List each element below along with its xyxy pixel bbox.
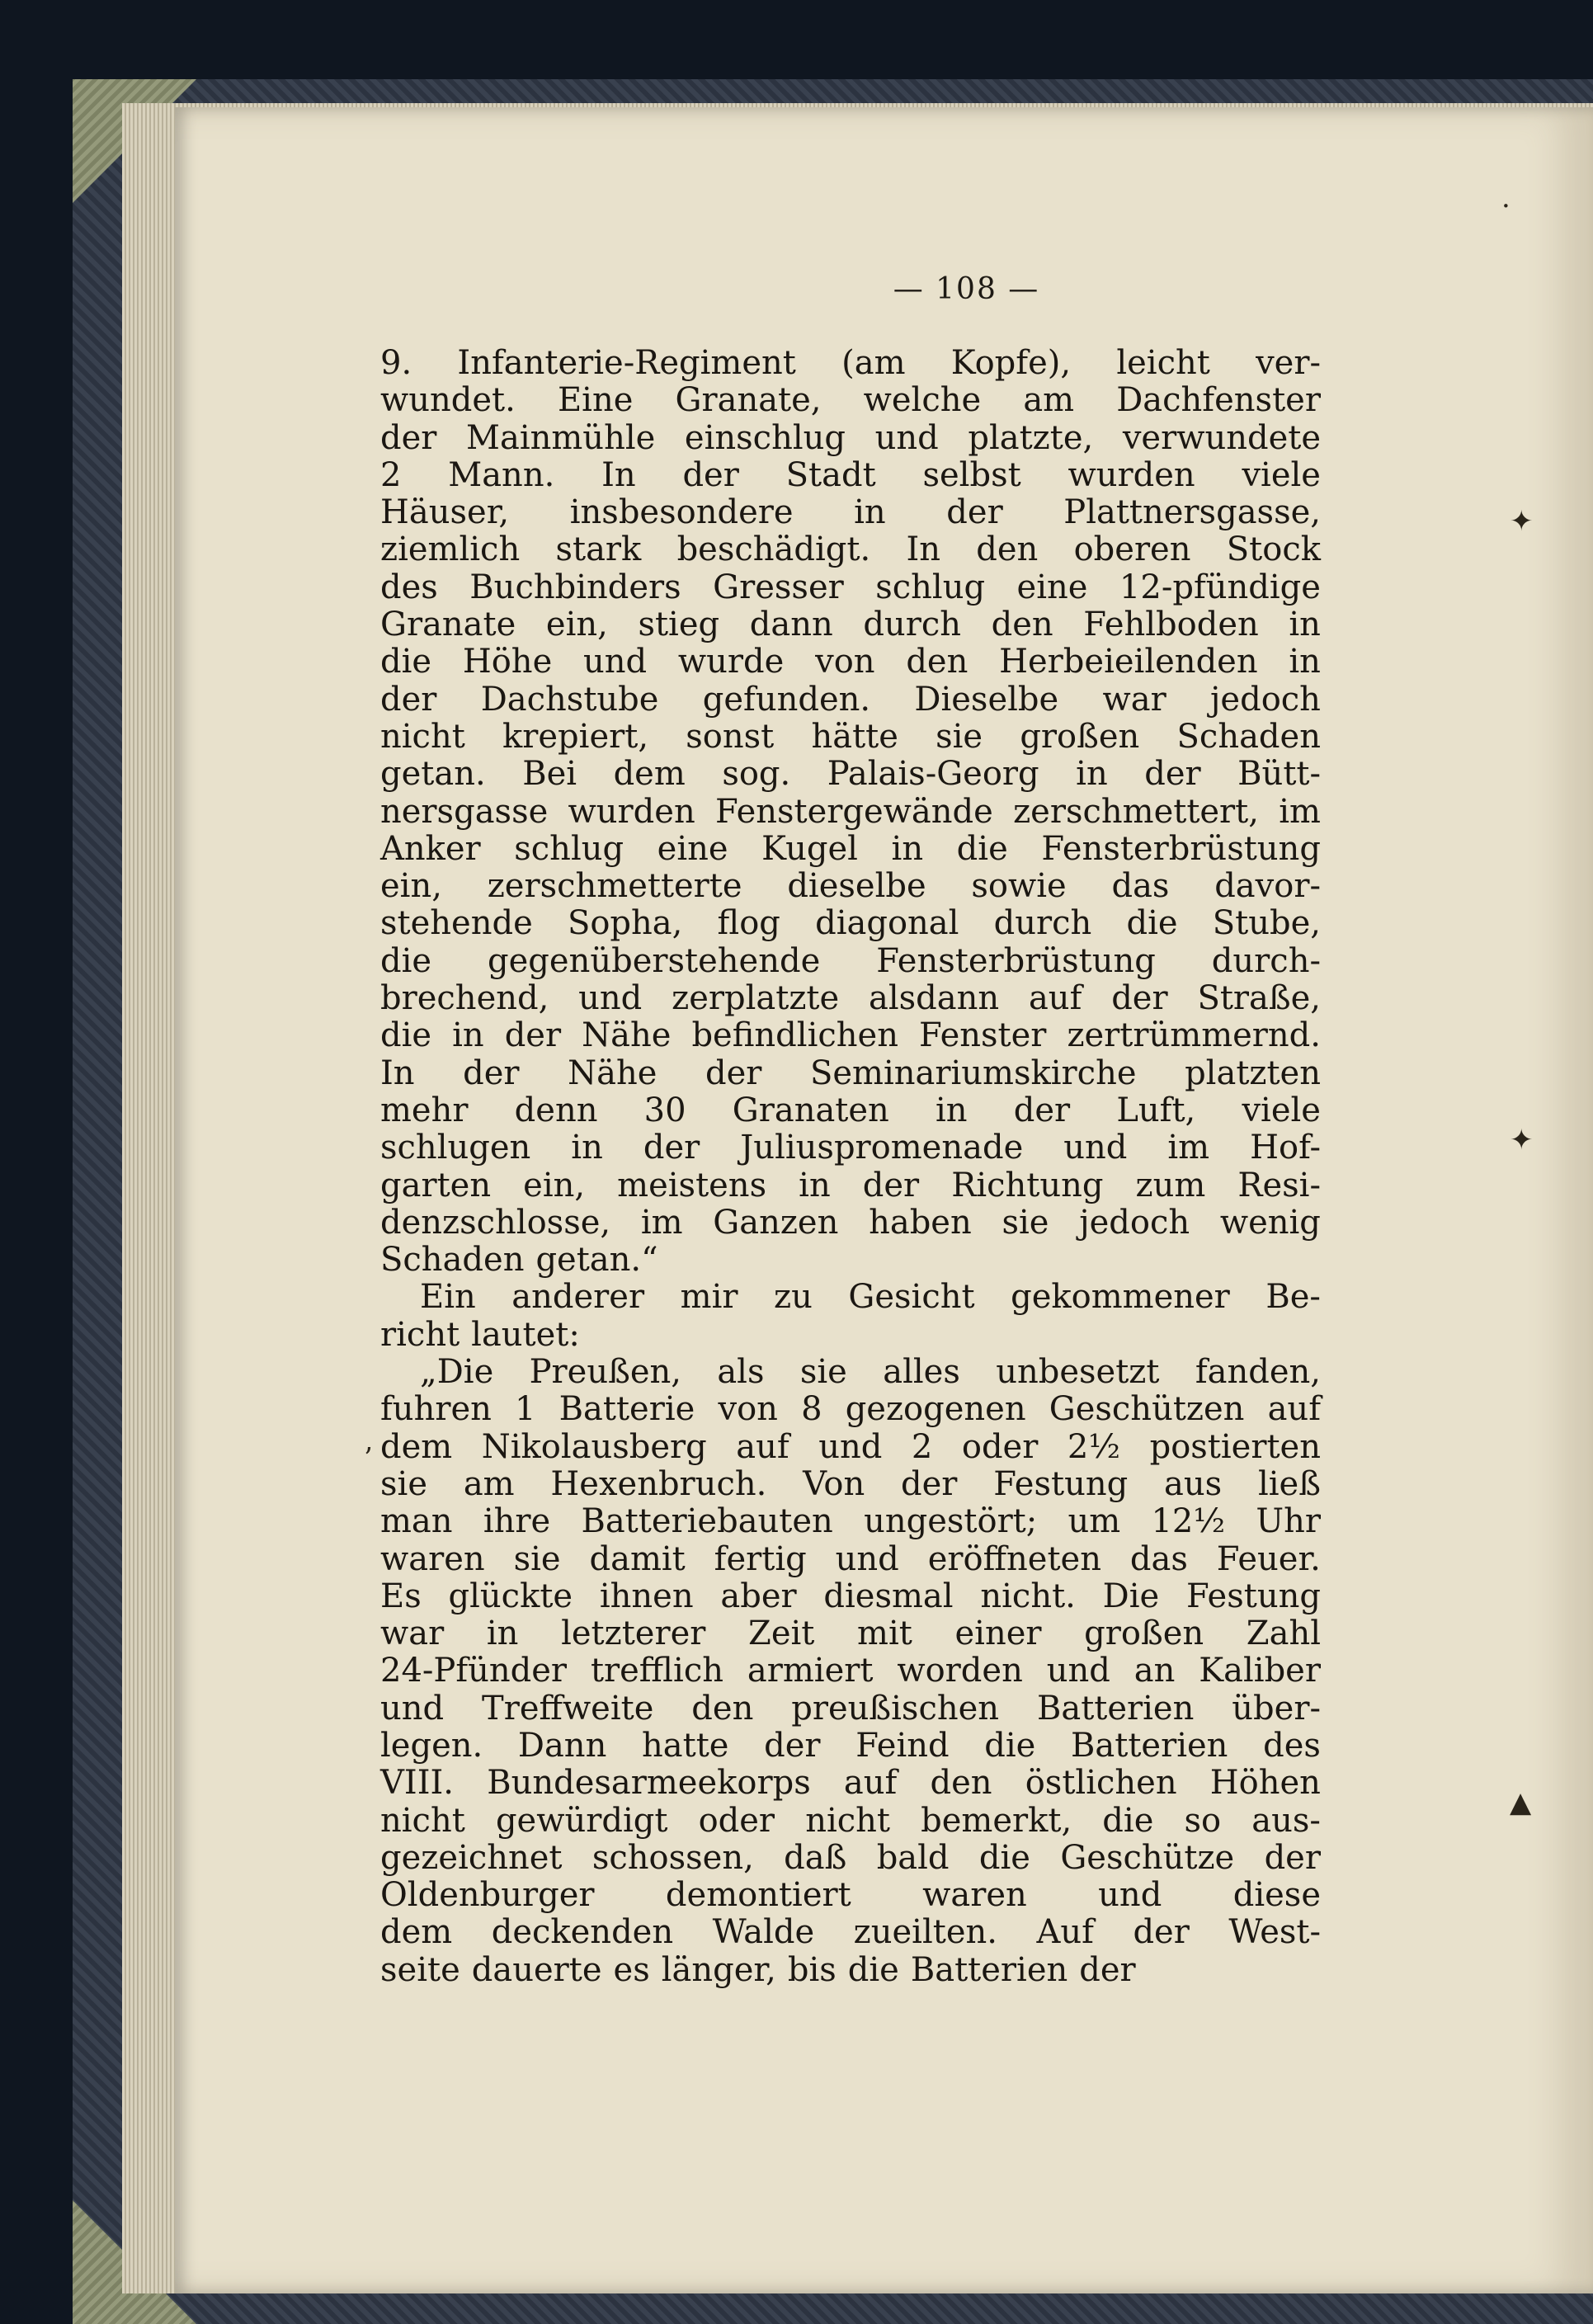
text-line: Oldenburger demontiert waren und diese: [380, 1876, 1321, 1915]
text-line: wundet. Eine Granate, welche am Dachfenster: [380, 381, 1321, 420]
margin-speck: ✦: [1510, 1124, 1534, 1157]
text-line: Granate ein, stieg dann durch den Fehlboden in: [380, 606, 1321, 644]
text-line: seite dauerte es länger, bis die Batterien der: [380, 1950, 1136, 1989]
text-line: 2 Mann. In der Stadt selbst wurden viele: [380, 455, 1321, 494]
text-line: fuhren 1 Batterie von 8 gezogenen Geschützen auf: [380, 1390, 1321, 1429]
margin-speck: ·: [1501, 190, 1511, 223]
margin-speck: ʼ: [363, 1442, 372, 1475]
text-line: die gegenüberstehende Fensterbrüstung durch-: [380, 941, 1321, 980]
text-line: der Mainmühle einschlug und platzte, verwundete: [380, 418, 1321, 457]
text-line: der Dachstube gefunden. Dieselbe war jedoch: [380, 680, 1321, 719]
text-line: VIII. Bundesarmeekorps auf den östlichen Höhen: [380, 1764, 1321, 1803]
text-line: Anker schlug eine Kugel in die Fensterbrüstung: [380, 829, 1321, 868]
text-line: Ein anderer mir zu Gesicht gekommener Be-: [420, 1278, 1321, 1317]
text-line: garten ein, meistens in der Richtung zum Resi-: [380, 1166, 1321, 1204]
text-line: die Höhe und wurde von den Herbeieilenden in: [380, 643, 1321, 681]
text-line: mehr denn 30 Granaten in der Luft, viele: [380, 1091, 1321, 1129]
text-line: Es glückte ihnen aber diesmal nicht. Die Festung: [380, 1577, 1321, 1615]
text-line: richt lautet:: [380, 1315, 580, 1354]
text-line: war in letzterer Zeit mit einer großen Zahl: [380, 1615, 1321, 1653]
text-line: dem Nikolausberg auf und 2 oder 2½ postierten: [380, 1427, 1321, 1466]
text-line: nicht gewürdigt oder nicht bemerkt, die so aus-: [380, 1801, 1321, 1840]
body-text: [380, 345, 1321, 1989]
text-line: stehende Sopha, flog diagonal durch die Stube,: [380, 904, 1321, 943]
text-line: „Die Preußen, als sie alles unbesetzt fanden,: [420, 1353, 1321, 1392]
text-line: waren sie damit fertig und eröffneten das Feuer.: [380, 1539, 1321, 1578]
text-line: nicht krepiert, sonst hätte sie großen Schaden: [380, 717, 1321, 756]
text-line: getan. Bei dem sog. Palais-Georg in der Bütt-: [380, 755, 1321, 794]
text-line: In der Nähe der Seminariumskirche platzten: [380, 1054, 1321, 1092]
text-line: brechend, und zerplatzte alsdann auf der Straße,: [380, 979, 1321, 1018]
text-line: man ihre Batteriebauten ungestört; um 12½ Uhr: [380, 1502, 1321, 1541]
text-line: schlugen in der Juliuspromenade und im Hof-: [380, 1129, 1321, 1167]
page-number-header: — 108 —: [893, 272, 1040, 306]
text-line: die in der Nähe befindlichen Fenster zertrümmernd.: [380, 1016, 1321, 1055]
text-line: ein, zerschmetterte dieselbe sowie das davor-: [380, 867, 1321, 906]
text-line: 24-Pfünder trefflich armiert worden und an Kaliber: [380, 1652, 1321, 1690]
text-line: des Buchbinders Gresser schlug eine 12-pfündige: [380, 568, 1321, 606]
text-line: gezeichnet schossen, daß bald die Geschütze der: [380, 1838, 1321, 1877]
margin-speck: ✦: [1510, 505, 1534, 538]
text-line: dem deckenden Walde zueilten. Auf der West-: [380, 1913, 1321, 1952]
text-line: ziemlich stark beschädigt. In den oberen Stock: [380, 530, 1321, 569]
text-line: legen. Dann hatte der Feind die Batterien des: [380, 1726, 1321, 1765]
text-line: und Treffweite den preußischen Batterien über-: [380, 1689, 1321, 1728]
margin-speck: ▲: [1510, 1786, 1532, 1819]
text-line: nersgasse wurden Fenstergewände zerschmettert, im: [380, 792, 1321, 831]
text-line: Häuser, insbesondere in der Plattnersgasse,: [380, 493, 1321, 532]
text-line: Schaden getan.“: [380, 1241, 658, 1280]
text-line: sie am Hexenbruch. Von der Festung aus ließ: [380, 1464, 1321, 1503]
text-line: 9. Infanterie-Regiment (am Kopfe), leicht ver-: [380, 344, 1321, 382]
text-line: denzschlosse, im Ganzen haben sie jedoch wenig: [380, 1203, 1321, 1242]
